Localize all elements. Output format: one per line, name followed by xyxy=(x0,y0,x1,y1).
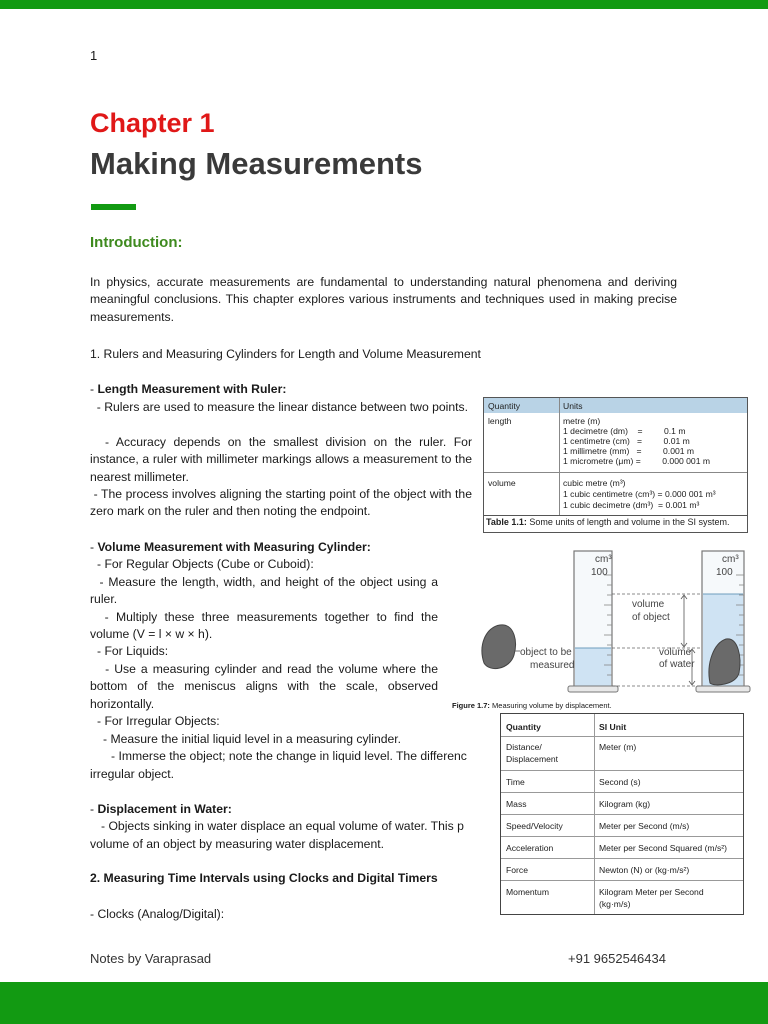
units-table-volume-unit: cubic metre (m³) xyxy=(563,478,626,488)
volume-heading-prefix: - xyxy=(90,540,98,554)
right-cylinder-unit: cm³ xyxy=(722,554,739,565)
si-quantity: Mass xyxy=(506,799,527,809)
units-table-volume-unit: 1 cubic centimetre (cm³) = 0.000 001 m³ xyxy=(563,489,716,499)
volume-multiply: - Multiply these three measurements together to find the volume (V = l × w × h). xyxy=(90,610,442,642)
volume-heading xyxy=(90,539,371,556)
units-table-caption xyxy=(486,517,729,527)
si-unit: Meter per Second (m/s) xyxy=(599,821,690,831)
units-table-length-label: length xyxy=(488,416,512,426)
chapter-title: Making Measurements xyxy=(90,146,423,181)
label-volume-of-object-1: volume xyxy=(632,599,665,610)
volume-irregular-step2-cont: irregular object. xyxy=(90,767,174,781)
table-row xyxy=(501,793,743,815)
volume-irregular-step1: - Measure the initial liquid level in a measuring cylinder. xyxy=(103,732,402,746)
si-table-header-row xyxy=(501,714,743,737)
section2-heading-text: 2. Measuring Time Intervals using Clocks and Digital Timers xyxy=(90,871,438,885)
si-unit: Kilogram (kg) xyxy=(599,799,651,809)
figure-1-7-measuring-cylinders xyxy=(452,545,768,699)
table-row xyxy=(501,837,743,859)
volume-irregular: - For Irregular Objects: xyxy=(97,714,220,728)
units-table-row-divider xyxy=(484,472,747,473)
si-unit: Newton (N) or (kg·m/s²) xyxy=(599,865,690,875)
units-table-caption-text: Some units of length and volume in the SI system. xyxy=(526,517,730,527)
left-cylinder-unit: cm³ xyxy=(595,554,612,565)
si-unit: Second (s) xyxy=(599,777,641,787)
si-unit: Meter (m) xyxy=(599,742,637,752)
table-row xyxy=(501,771,743,793)
length-heading-prefix: - xyxy=(90,382,98,396)
si-quantity: Force xyxy=(506,865,528,875)
units-table-length-unit: 1 decimetre (dm) = 0.1 m xyxy=(563,426,686,436)
units-table-volume-label: volume xyxy=(488,478,516,488)
bottom-accent-bar xyxy=(0,982,768,1024)
intro-paragraph: In physics, accurate measurements are fundamental to understanding natural phenomena and deriving meaningful conclusions. This chapter explores various instruments and techniques used in making precise measurements. xyxy=(90,275,677,324)
volume-liquid-method: - Use a measuring cylinder and read the volume where the bottom of the meniscus aligns with the scale, observed horizontally. xyxy=(90,662,442,711)
units-table-column-divider xyxy=(559,398,560,515)
volume-regular-objects: - For Regular Objects (Cube or Cuboid): xyxy=(97,557,314,571)
si-quantity: Momentum xyxy=(506,887,549,897)
left-cylinder-scale: 100 xyxy=(591,567,608,578)
right-cylinder-scale: 100 xyxy=(716,567,733,578)
units-table-header-units: Units xyxy=(563,401,583,411)
title-underline xyxy=(91,204,136,210)
units-table-length-unit: 1 micrometre (μm) = 0.000 001 m xyxy=(563,456,711,466)
volume-heading-text: Volume Measurement with Measuring Cylinder: xyxy=(97,540,371,554)
units-table-caption-label: Table 1.1: xyxy=(486,517,527,527)
intro-heading: Introduction: xyxy=(90,234,183,251)
footer-author: Notes by Varaprasad xyxy=(90,951,212,966)
si-unit: Kilogram Meter per Second xyxy=(599,887,704,897)
units-table-length-unit: 1 millimetre (mm) = 0.001 m xyxy=(563,446,695,456)
label-volume-of-water-2: of water xyxy=(659,659,695,670)
section2-heading xyxy=(90,870,438,887)
si-quantity: Time xyxy=(506,777,525,787)
label-object-to-be-measured-1: object to be xyxy=(520,647,572,658)
length-heading-text: Length Measurement with Ruler: xyxy=(97,382,287,396)
displacement-heading-text: Displacement in Water: xyxy=(97,802,232,816)
units-table-volume-unit: 1 cubic decimetre (dm³) = 0.001 m³ xyxy=(563,500,700,510)
displacement-heading-prefix: - xyxy=(90,802,98,816)
units-table-length-unit: metre (m) xyxy=(563,416,601,426)
volume-liquids: - For Liquids: xyxy=(97,644,169,658)
chapter-label: Chapter 1 xyxy=(90,108,215,138)
table-row xyxy=(501,736,743,771)
si-table-header-unit: SI Unit xyxy=(599,722,627,732)
length-heading xyxy=(90,381,286,398)
stone-object-icon xyxy=(482,625,515,669)
si-unit: Meter per Second Squared (m/s²) xyxy=(599,843,728,853)
displacement-line-1: - Objects sinking in water displace an equal volume of water. This p xyxy=(101,819,464,833)
label-volume-of-water-1: volume xyxy=(659,647,692,658)
figure-1-7-caption xyxy=(452,701,612,710)
page-number: 1 xyxy=(90,48,98,63)
si-quantity: Distance/ xyxy=(506,742,542,752)
figure-caption-text: Measuring volume by displacement. xyxy=(489,701,612,710)
si-units-table xyxy=(500,713,744,915)
clocks-line: - Clocks (Analog/Digital): xyxy=(90,907,225,921)
length-point-2: - Accuracy depends on the smallest division on the ruler. For instance, a ruler with millimeter markings allows a measurement to the nearest millimeter. xyxy=(90,435,476,484)
volume-irregular-step2: - Immerse the object; note the change in liquid level. The differenc xyxy=(111,749,467,763)
table-row xyxy=(501,881,743,913)
si-quantity-cont: Displacement xyxy=(506,754,559,764)
length-point-1: - Rulers are used to measure the linear distance between two points. xyxy=(90,400,469,414)
volume-measure-dimensions: - Measure the length, width, and height of the object using a ruler. xyxy=(90,575,442,607)
units-table-header xyxy=(484,398,747,413)
displacement-line-2: volume of an object by measuring water displacement. xyxy=(90,837,385,851)
si-unit-cont: (kg·m/s) xyxy=(599,899,631,909)
figure-caption-label: Figure 1.7: xyxy=(452,701,490,710)
label-volume-of-object-2: of object xyxy=(632,612,670,623)
si-quantity: Acceleration xyxy=(506,843,554,853)
label-object-to-be-measured-2: measured xyxy=(530,660,575,671)
units-table-caption-divider xyxy=(484,515,747,516)
units-table-1-1 xyxy=(483,397,748,533)
si-table-header-quantity: Quantity xyxy=(506,722,541,732)
section1-heading: 1. Rulers and Measuring Cylinders for Length and Volume Measurement xyxy=(90,347,481,361)
displacement-heading xyxy=(90,801,232,818)
footer-phone: +91 9652546434 xyxy=(568,951,666,966)
table-row xyxy=(501,815,743,837)
si-quantity: Speed/Velocity xyxy=(506,821,563,831)
units-table-header-quantity: Quantity xyxy=(488,401,521,411)
top-accent-bar xyxy=(0,0,768,9)
length-point-3: - The process involves aligning the starting point of the object with the zero mark on the ruler and then noting the endpoint. xyxy=(90,487,476,519)
table-row xyxy=(501,859,743,881)
units-table-length-unit: 1 centimetre (cm) = 0.01 m xyxy=(563,436,690,446)
